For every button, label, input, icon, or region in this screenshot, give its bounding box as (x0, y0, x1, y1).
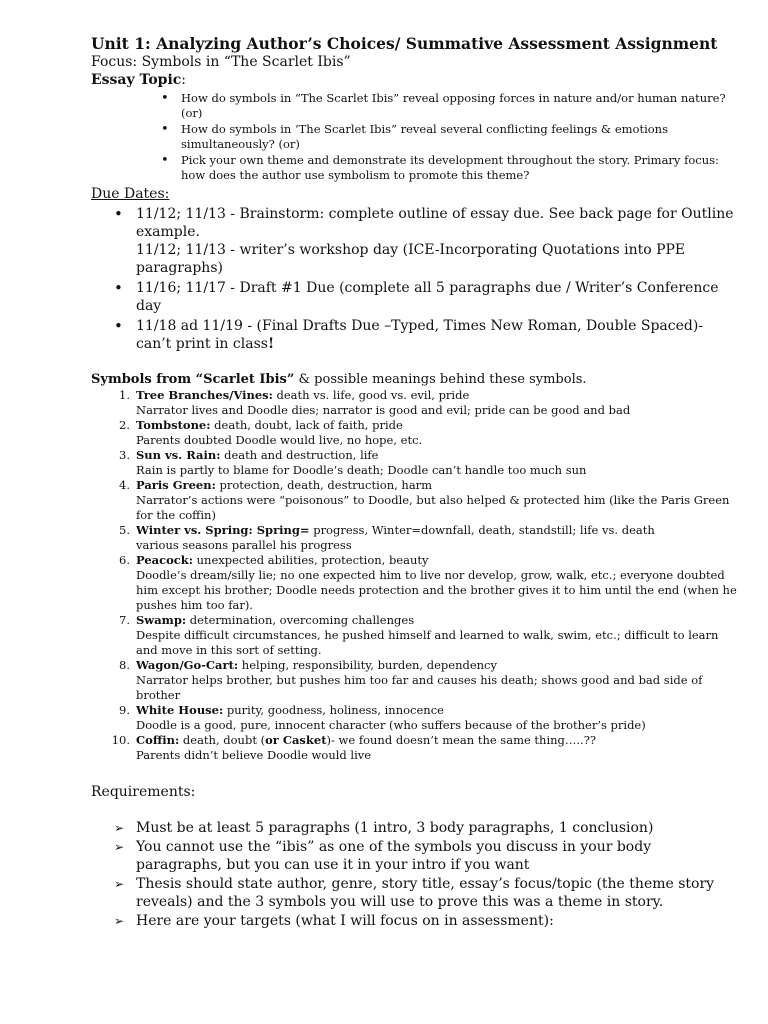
arrow-bullet-icon: ➢ (114, 821, 125, 835)
due-item (136, 317, 738, 353)
arrow-bullet-icon: ➢ (114, 914, 125, 928)
symbol-name: Swamp (136, 613, 182, 627)
requirement-item (114, 838, 738, 874)
symbol-meaning: determination, overcoming challenges (186, 613, 415, 627)
symbol-item (119, 613, 738, 658)
symbol-colon: : (175, 733, 180, 747)
symbols-list (91, 388, 738, 763)
symbol-name: Paris Green (136, 478, 212, 492)
symbol-line (136, 613, 738, 628)
symbol-name: Peacock (136, 553, 189, 567)
symbol-item (119, 478, 738, 523)
symbol-line (136, 553, 738, 568)
symbols-heading (91, 371, 738, 388)
focus-line: Focus: Symbols in “The Scarlet Ibis” (91, 54, 351, 70)
symbol-meaning: purity, goodness, holiness, innocence (223, 703, 444, 717)
symbol-meaning-bold: or Casket (265, 733, 327, 747)
topic-item: • How do symbols in “The Scarlet Ibis” reveal opposing forces in nature and/or human nature? (or) (181, 91, 738, 121)
symbol-colon: : (233, 658, 239, 672)
requirements-list (91, 819, 738, 930)
symbol-item (119, 448, 738, 478)
symbol-detail: Parents doubted Doodle would live, no hope, etc. (136, 433, 423, 447)
symbol-item (119, 523, 738, 553)
symbol-name: Wagon/Go-Cart (136, 658, 234, 672)
requirement-item (114, 912, 738, 930)
arrow-bullet-icon: ➢ (114, 877, 125, 891)
due-line: • 11/16; 11/17 - Draft #1 Due (complete all 5 paragraphs due / Writer’s Conference day (136, 280, 719, 314)
symbol-line (136, 388, 738, 403)
symbol-number: 6. (119, 553, 130, 567)
requirement-text: You cannot use the “ibis” as one of the symbols you discuss in your body paragraphs, but you can use it in your intro if you want (136, 839, 652, 873)
symbol-meaning: death, doubt, lack of faith, pride (210, 418, 403, 432)
due-dates-heading: Due Dates: (91, 186, 170, 202)
symbol-detail: Narrator helps brother, but pushes him too far and causes his death; shows good and bad side of brother (136, 673, 703, 702)
symbol-detail: Rain is partly to blame for Doodle’s death; Doodle can’t handle too much sun (136, 463, 587, 477)
symbol-colon: : (206, 418, 211, 432)
symbols-heading-rest: & possible meanings behind these symbols. (294, 372, 587, 387)
symbol-line (136, 523, 738, 538)
symbol-name: Winter vs. Spring: Spring (136, 523, 300, 537)
symbol-colon: : (216, 448, 221, 462)
essay-topic-colon: : (181, 72, 187, 88)
symbol-line (136, 658, 738, 673)
symbol-meaning: progress, Winter=downfall, death, standstill; life vs. death (309, 523, 655, 537)
symbol-colon: : (188, 553, 193, 567)
symbols-heading-bold: Symbols from “Scarlet Ibis” (91, 372, 295, 387)
essay-topic-label: Essay Topic (91, 72, 182, 88)
symbol-name: White House (136, 703, 219, 717)
requirement-text: Thesis should state author, genre, story title, essay’s focus/topic (the theme story reveals) and the 3 symbols you will use to prove this was a theme in story. (136, 876, 715, 910)
symbol-meaning: protection, death, destruction, harm (215, 478, 433, 492)
symbol-line (136, 478, 738, 493)
symbol-number: 9. (119, 703, 130, 717)
symbol-detail: Doodle is a good, pure, innocent character (who suffers because of the brother’s pride) (136, 718, 646, 732)
arrow-bullet-icon: ➢ (114, 840, 125, 854)
symbol-detail: various seasons parallel his progress (136, 538, 352, 552)
symbol-colon: : (181, 613, 187, 627)
due-line: 11/12; 11/13 - writer’s workshop day (ICE-Incorporating Quotations into PPE paragraphs) (136, 242, 686, 276)
symbol-name: Coffin (136, 733, 175, 747)
symbol-line (136, 448, 738, 463)
symbol-name: Sun vs. Rain (136, 448, 217, 462)
symbol-number: 10. (111, 733, 130, 747)
symbol-number: 3. (119, 448, 130, 462)
requirements-heading (91, 783, 738, 801)
symbol-number: 4. (119, 478, 130, 492)
symbol-colon: = (299, 523, 310, 537)
symbol-meaning: death and destruction, life (220, 448, 379, 462)
topic-item: • How do symbols in ‘The Scarlet Ibis” reveal several conflicting feelings & emotions simultaneously? (or) (181, 122, 738, 152)
symbol-detail: Despite difficult circumstances, he pushed himself and learned to walk, swim, etc.; difficult to learn and move in this sort of setting. (136, 628, 719, 657)
document-title: Unit 1: Analyzing Author’s Choices/ Summative Assessment Assignment (91, 34, 718, 53)
symbol-detail: Parents didn’t believe Doodle would live (136, 748, 372, 762)
symbol-detail: Doodle’s dream/silly lie; no one expected him to live nor develop, grow, walk, etc.; everyone doubted him except his brother; Doodle needs protection and the brother gives it to him until the end (when he pushes him too far). (136, 568, 737, 612)
due-line: • 11/18 ad 11/19 - (Final Drafts Due –Typed, Times New Roman, Double Spaced)-can’t print in class! (136, 318, 704, 352)
topic-item: • Pick your own theme and demonstrate its development throughout the story. Primary focus: how does the author use symbolism to promote this theme? (181, 153, 738, 183)
essay-topic-list (91, 91, 738, 183)
due-item (136, 205, 738, 277)
symbol-meaning: helping, responsibility, burden, dependency (238, 658, 497, 672)
symbol-number: 8. (119, 658, 130, 672)
symbol-line (136, 418, 738, 433)
symbol-line (136, 733, 738, 748)
symbol-meaning-tail: )- we found doesn’t mean the same thing…..?? (326, 733, 597, 747)
requirement-item (114, 875, 738, 911)
symbol-colon: : (268, 388, 273, 402)
symbol-line (136, 703, 738, 718)
symbol-colon: : (211, 478, 216, 492)
symbol-detail: Narrator lives and Doodle dies; narrator is good and evil; pride can be good and bad (136, 403, 631, 417)
requirement-text: Here are your targets (what I will focus on in assessment): (136, 913, 554, 929)
symbol-item (119, 418, 738, 448)
due-line: • 11/12; 11/13 - Brainstorm: complete outline of essay due. See back page for Outline example. (136, 206, 734, 240)
due-item (136, 279, 738, 315)
symbol-item (119, 703, 738, 733)
symbol-colon: : (218, 703, 224, 717)
requirements-label: Requirements (91, 784, 191, 800)
symbol-number: 2. (119, 418, 130, 432)
symbol-meaning: unexpected abilities, protection, beauty (193, 553, 429, 567)
symbol-meaning: death, doubt ( (179, 733, 266, 747)
symbol-item (119, 388, 738, 418)
symbol-number: 7. (119, 613, 130, 627)
symbol-meaning: death vs. life, good vs. evil, pride (272, 388, 470, 402)
symbol-number: 1. (119, 388, 130, 402)
requirements-colon: : (190, 784, 196, 800)
symbol-item (111, 733, 738, 763)
essay-topic-heading (91, 71, 738, 89)
symbol-detail: Narrator’s actions were “poisonous” to Doodle, but also helped & protected him (like the Paris Green for the coffin) (136, 493, 730, 522)
due-emphasis: ! (267, 336, 275, 352)
symbol-name: Tree Branches/Vines (136, 388, 269, 402)
symbol-item (119, 658, 738, 703)
due-dates-list (91, 205, 738, 353)
requirement-item (114, 819, 738, 837)
symbol-item (119, 553, 738, 613)
requirement-text: Must be at least 5 paragraphs (1 intro, 3 body paragraphs, 1 conclusion) (136, 820, 654, 836)
symbol-name: Tombstone (136, 418, 207, 432)
symbol-number: 5. (119, 523, 130, 537)
